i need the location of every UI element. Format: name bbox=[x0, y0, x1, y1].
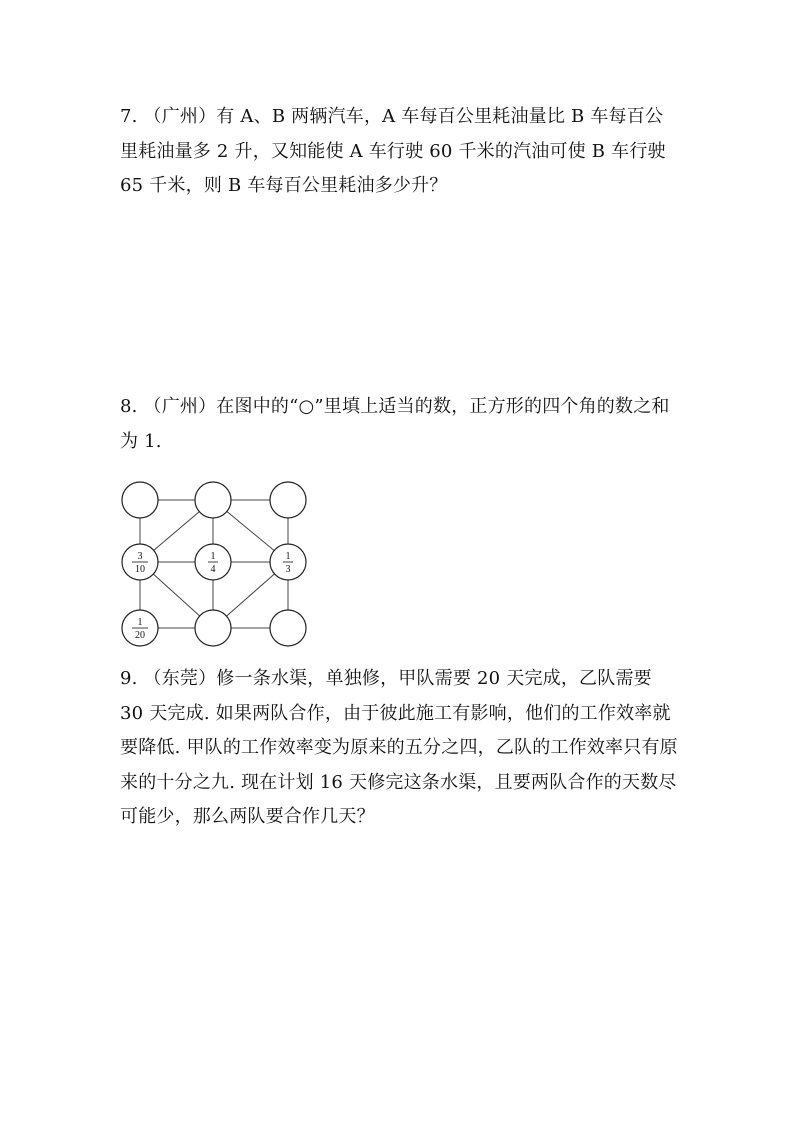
circle-bottom-right bbox=[270, 610, 306, 646]
fraction-denominator: 3 bbox=[285, 564, 291, 575]
circle-top-right bbox=[270, 482, 306, 518]
fraction-numerator: 3 bbox=[137, 551, 143, 562]
circle-bottom-mid bbox=[195, 610, 231, 646]
problem-7-text: 7. （广州）有 A、B 两辆汽车，A 车每百公里耗油量比 B 车每百公里耗油量多 2 升，又知能使 A 车行驶 60 千米的汽油可使 B 车行驶 65 千米，则 B 车每百公里耗油多少升？ bbox=[120, 106, 666, 196]
number-grid-figure bbox=[118, 478, 310, 650]
circle-bottom-left bbox=[122, 610, 158, 646]
problem-8-text: 8. （广州）在图中的“○”里填上适当的数，正方形的四个角的数之和为 1. bbox=[120, 396, 670, 452]
fraction-denominator: 20 bbox=[135, 630, 145, 641]
fraction-denominator: 10 bbox=[135, 564, 145, 575]
circle-mid-right bbox=[270, 544, 306, 580]
fraction-denominator: 4 bbox=[210, 564, 216, 575]
circle-top-left bbox=[122, 482, 158, 518]
fraction-numerator: 1 bbox=[285, 551, 291, 562]
circle-center bbox=[195, 544, 231, 580]
circle-top-mid bbox=[195, 482, 231, 518]
fraction-numerator: 1 bbox=[210, 551, 216, 562]
problem-9-text: 9. （东莞）修一条水渠，单独修，甲队需要 20 天完成，乙队需要 30 天完成. 如果两队合作，由于彼此施工有影响，他们的工作效率就要降低. 甲队的工作效率变为原来的五分之四，乙队的工作效率只有原来的十分之九. 现在计划 16 天修完这条水渠，且要两队合作的天数尽可能少，那么两队要合作几天？ bbox=[120, 668, 678, 827]
fraction-numerator: 1 bbox=[137, 617, 143, 628]
circle-mid-left bbox=[122, 544, 158, 580]
number-grid-svg bbox=[118, 478, 310, 650]
